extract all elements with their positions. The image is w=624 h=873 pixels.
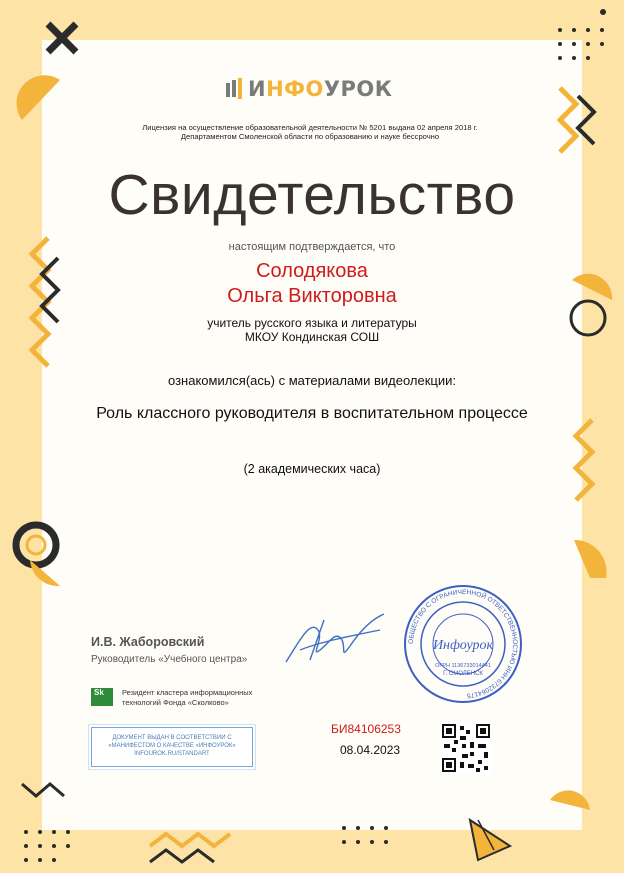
company-stamp xyxy=(402,583,524,705)
zigzag-icon xyxy=(578,96,594,144)
skolkovo-text xyxy=(122,688,272,708)
zigzag-icon xyxy=(560,88,576,152)
license-line-1: Лицензия на осуществление образовательной деятельности № 5201 выдана 02 апреля 2018 г. xyxy=(142,123,478,132)
manifest-line-1: ДОКУМЕНТ ВЫДАН В СООТВЕТСТВИИ С xyxy=(112,735,232,741)
dots-icon xyxy=(342,826,388,844)
skolkovo-badge-text: Sk xyxy=(94,688,104,697)
x-icon xyxy=(48,24,76,52)
zigzag-icon xyxy=(22,784,64,796)
logo-text xyxy=(248,77,392,101)
zigzag-icon xyxy=(576,420,592,500)
skolkovo-badge xyxy=(91,688,113,706)
qr-code[interactable] xyxy=(440,722,492,774)
stamp-ogrn-text: ОГРН 1136733014441 xyxy=(435,663,491,669)
triangle-icon xyxy=(470,820,510,860)
position-line-1: учитель русского языка и литературы xyxy=(207,316,417,330)
signatory-role: Руководитель «Учебного центра» xyxy=(91,654,248,665)
ring-icon xyxy=(27,536,45,554)
half-circle-icon xyxy=(574,540,607,578)
zigzag-icon xyxy=(150,834,230,846)
logo-part-1: И xyxy=(248,77,267,101)
skolkovo-line-2: технологий Фонда «Сколково» xyxy=(122,698,229,707)
recipient-surname: Солодякова xyxy=(256,260,368,282)
position-line-2: МКОУ Кондинская СОШ xyxy=(244,330,380,344)
recipient-given-name: Ольга Викторовна xyxy=(227,285,397,307)
signatory-name: И.В. Жаборовский xyxy=(91,635,205,649)
ring-icon xyxy=(16,525,56,565)
manifest-line-2: «МАНИФЕСТОМ О КАЧЕСТВЕ «ИНФОУРОК» xyxy=(108,743,236,749)
manifest-box xyxy=(91,727,253,767)
skolkovo-line-1: Резидент кластера информационных xyxy=(122,688,253,697)
stamp-bottom-text: Г. СМОЛЕНСК xyxy=(443,671,483,677)
half-circle-icon xyxy=(550,790,590,810)
manifest-line-3: INFOUROK.RU/STANDART xyxy=(134,751,210,757)
confirm-text: настоящим подтверждается, что xyxy=(228,241,396,253)
signature-image xyxy=(280,600,390,670)
infourok-logo xyxy=(226,77,392,101)
half-circle-icon xyxy=(16,75,60,120)
dots-icon xyxy=(24,830,70,862)
stamp-ring-text: ОБЩЕСТВО С ОГРАНИЧЕННОЙ ОТВЕТСТВЕННОСТЬЮ ИНН 6732064175 xyxy=(407,588,519,699)
issue-date: 08.04.2023 xyxy=(340,743,401,757)
logo-part-2: НФО xyxy=(266,77,324,101)
license-text xyxy=(90,123,530,141)
certificate-title: Свидетельство xyxy=(108,163,516,227)
logo-part-3: УРОК xyxy=(323,77,393,101)
familiar-text: ознакомился(ась) с материалами видеолекции: xyxy=(167,373,456,388)
dot-icon xyxy=(600,9,606,15)
zigzag-icon xyxy=(150,850,214,862)
stamp-center-text: Инфоурок xyxy=(432,638,494,653)
logo-bars-icon xyxy=(226,78,244,100)
dots-icon xyxy=(558,28,604,60)
license-line-2: Департаментом Смоленской области по образованию и науке бессрочно xyxy=(180,132,440,141)
document-number: БИ84106253 xyxy=(331,722,401,736)
course-title: Роль классного руководителя в воспитательном процессе xyxy=(96,405,528,422)
hours-text: (2 академических часа) xyxy=(243,462,381,476)
